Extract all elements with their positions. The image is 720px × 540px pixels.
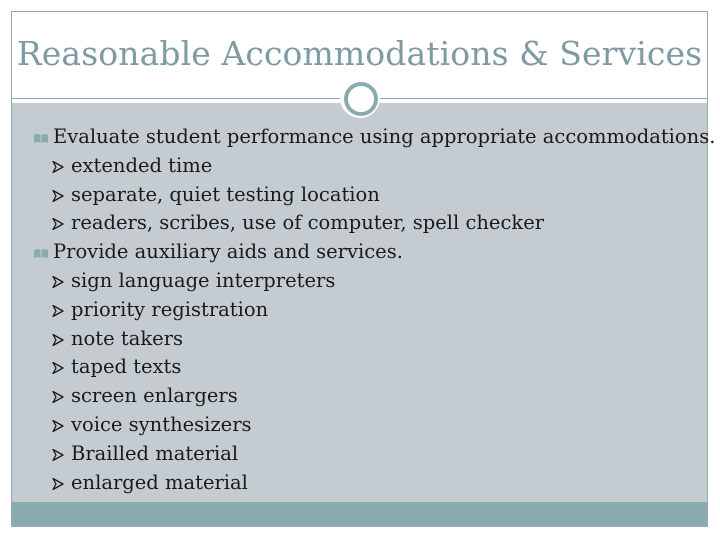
bullet-item xyxy=(33,123,715,152)
bullet-text: Evaluate student performance using appropriate accommodations. xyxy=(53,125,716,148)
sub-bullet-item xyxy=(33,353,715,382)
footer-bar xyxy=(12,502,707,526)
arrowhead-bullet-icon xyxy=(52,218,64,230)
sub-bullet-item xyxy=(33,296,715,325)
book-bullet-icon xyxy=(33,132,49,144)
arrowhead-bullet-icon xyxy=(52,190,64,202)
arrowhead-bullet-icon xyxy=(52,305,64,317)
bullet-text: Provide auxiliary aids and services. xyxy=(53,240,403,264)
bullet-text: Brailled material xyxy=(71,441,239,465)
sub-bullet-item xyxy=(33,209,715,238)
sub-bullet-item xyxy=(33,411,715,440)
bullet-text: note takers xyxy=(71,326,184,350)
arrowhead-bullet-icon xyxy=(52,420,64,432)
arrowhead-bullet-icon xyxy=(52,161,64,173)
sub-bullet-item xyxy=(33,469,715,498)
bullet-text: separate, quiet testing location xyxy=(71,182,380,206)
bullet-text: voice synthesizers xyxy=(71,412,252,436)
bullet-text: priority registration xyxy=(71,297,269,321)
book-bullet-icon xyxy=(33,247,49,259)
bullet-item xyxy=(33,238,715,267)
sub-bullet-item xyxy=(33,382,715,411)
arrowhead-bullet-icon xyxy=(52,276,64,288)
sub-bullet-item xyxy=(33,325,715,354)
bullet-list xyxy=(33,123,715,497)
arrowhead-bullet-icon xyxy=(52,449,64,461)
arrowhead-bullet-icon xyxy=(52,362,64,374)
slide-title: Reasonable Accommodations & Services xyxy=(16,34,703,73)
bullet-text: readers, scribes, use of computer, spell checker xyxy=(71,211,545,235)
sub-bullet-item xyxy=(33,267,715,296)
arrowhead-bullet-icon xyxy=(52,478,64,490)
bullet-text: sign language interpreters xyxy=(71,268,336,292)
arrowhead-bullet-icon xyxy=(52,391,64,403)
bullet-text: taped texts xyxy=(71,355,182,379)
sub-bullet-item xyxy=(33,181,715,210)
sub-bullet-item xyxy=(33,152,715,181)
bullet-text: enlarged material xyxy=(71,470,248,494)
sub-bullet-item xyxy=(33,440,715,469)
arrowhead-bullet-icon xyxy=(52,334,64,346)
bullet-text: screen enlargers xyxy=(71,384,238,408)
circle-ring-icon xyxy=(344,82,378,116)
bullet-text: extended time xyxy=(71,153,213,177)
